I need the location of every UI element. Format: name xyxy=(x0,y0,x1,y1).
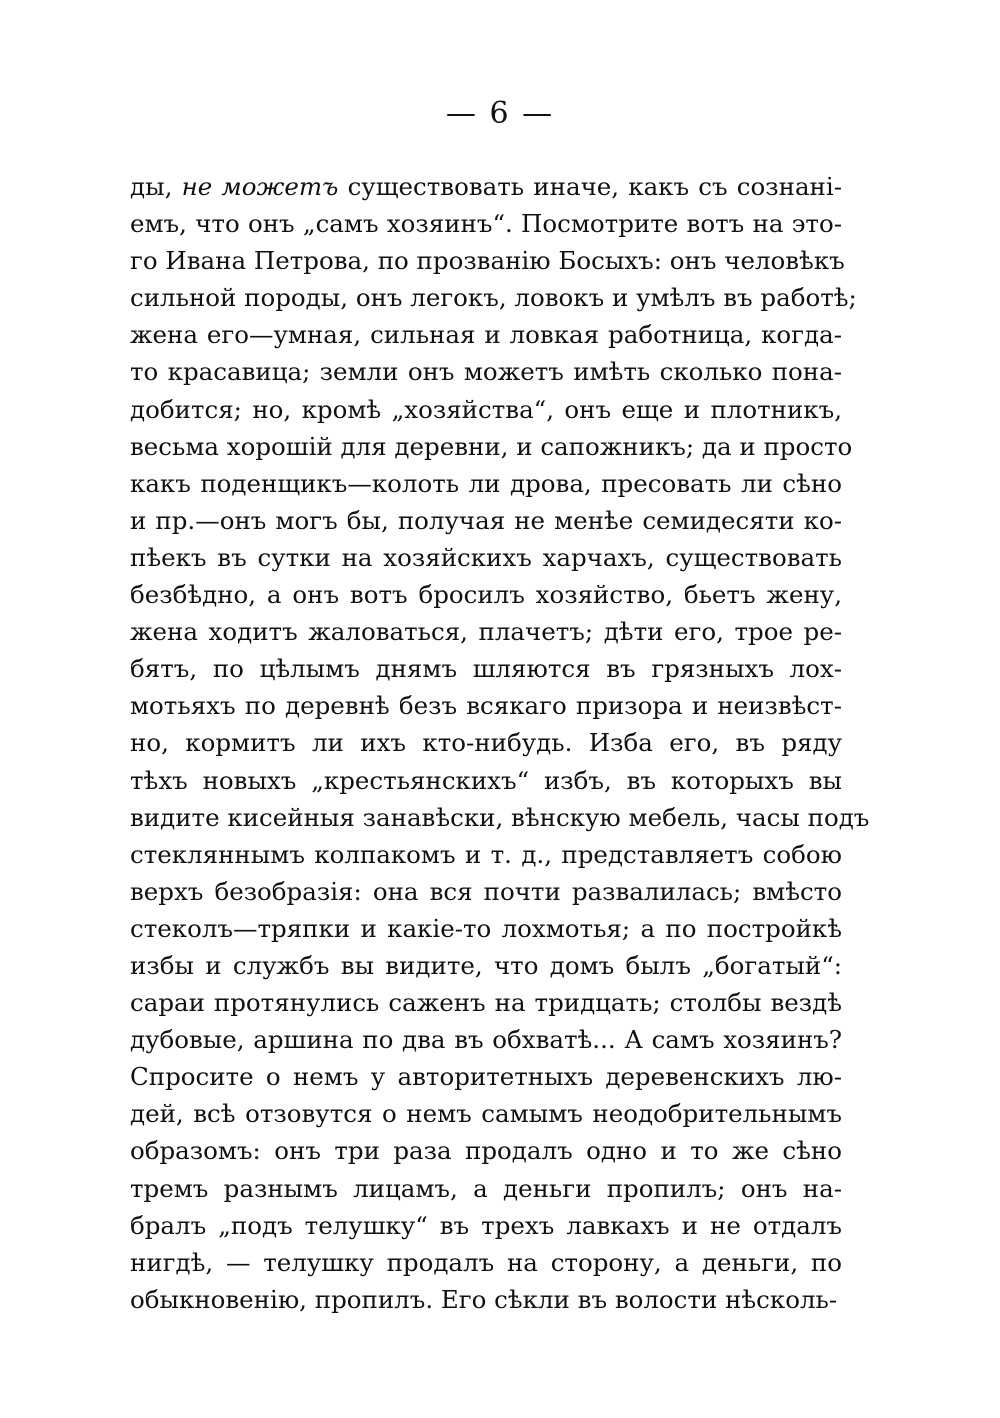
text-line: пѣекъ въ сутки на хозяйскихъ харчахъ, существовать xyxy=(130,542,842,572)
text-span: ды, xyxy=(130,172,182,201)
text-line: безбѣдно, а онъ вотъ бросилъ хозяйство, бьетъ жену, xyxy=(130,580,842,610)
page-number: — 6 — xyxy=(445,96,555,131)
text-line: дей, всѣ отзовутся о немъ самымъ неодобрительнымъ xyxy=(130,1099,842,1129)
emphasis-text: не можетъ xyxy=(181,172,339,201)
text-line xyxy=(130,168,842,205)
text-line: но, кормитъ ли ихъ кто-нибудь. Изба его, въ ряду xyxy=(130,728,842,758)
text-line: верхъ безобразія: она вся почти развалилась; вмѣсто xyxy=(130,876,842,906)
text-line: нигдѣ, — телушку продалъ на сторону, а деньги, по xyxy=(130,1247,842,1277)
text-line: и пр.—онъ могъ бы, получая не менѣе семидесяти ко- xyxy=(130,505,842,535)
text-line: тремъ разнымъ лицамъ, а деньги пропилъ; онъ на- xyxy=(130,1173,842,1203)
text-line: видите кисейныя занавѣски, вѣнскую мебель, часы подъ xyxy=(130,802,870,832)
text-line: мотьяхъ по деревнѣ безъ всякаго призора и неизвѣст- xyxy=(130,691,842,721)
text-line: емъ, что онъ „самъ хозяинъ“. Посмотрите вотъ на это- xyxy=(130,209,842,239)
text-line: дубовые, аршина по два въ обхватѣ... А самъ хозяинъ? xyxy=(130,1025,842,1055)
text-line: жена его—умная, сильная и ловкая работница, когда- xyxy=(130,320,842,350)
text-line: Спросите о немъ у авторитетныхъ деревенскихъ лю- xyxy=(130,1062,842,1092)
text-line: стекляннымъ колпакомъ и т. д., представляетъ собою xyxy=(130,839,842,869)
text-line: весьма хорошій для деревни, и сапожникъ; да и просто xyxy=(130,431,853,461)
text-line: сильной породы, онъ легокъ, ловокъ и умѣлъ въ работѣ; xyxy=(130,283,857,313)
text-line: жена ходитъ жаловаться, плачетъ; дѣти его, трое ре- xyxy=(130,617,842,647)
body-text xyxy=(130,168,870,1318)
text-line: добится; но, кромѣ „хозяйства“, онъ еще и плотникъ, xyxy=(130,394,842,424)
text-line: какъ поденщикъ—колоть ли дрова, пресовать ли сѣно xyxy=(130,468,842,498)
text-line: стеколъ—тряпки и какіе-то лохмотья; а по постройкѣ xyxy=(130,913,842,943)
text-line: тѣхъ новыхъ „крестьянскихъ“ избъ, въ которыхъ вы xyxy=(130,765,842,795)
text-line: сараи протянулись саженъ на тридцать; столбы вездѣ xyxy=(130,988,842,1018)
text-line: бралъ „подъ телушку“ въ трехъ лавкахъ и не отдалъ xyxy=(130,1210,842,1240)
text-line: го Ивана Петрова, по прозванію Босыхъ: онъ человѣкъ xyxy=(130,246,845,276)
text-line: избы и службъ вы видите, что домъ былъ „богатый“: xyxy=(130,950,842,980)
text-line: бятъ, по цѣлымъ днямъ шляются въ грязныхъ лох- xyxy=(130,654,842,684)
text-line: то красавица; земли онъ можетъ имѣть сколько пона- xyxy=(130,357,842,387)
text-span: существовать иначе, какъ съ сознані- xyxy=(338,172,842,201)
text-line: образомъ: онъ три раза продалъ одно и то же сѣно xyxy=(130,1136,842,1166)
text-line: обыкновенію, пропилъ. Его сѣкли въ волости нѣсколь- xyxy=(130,1284,838,1314)
